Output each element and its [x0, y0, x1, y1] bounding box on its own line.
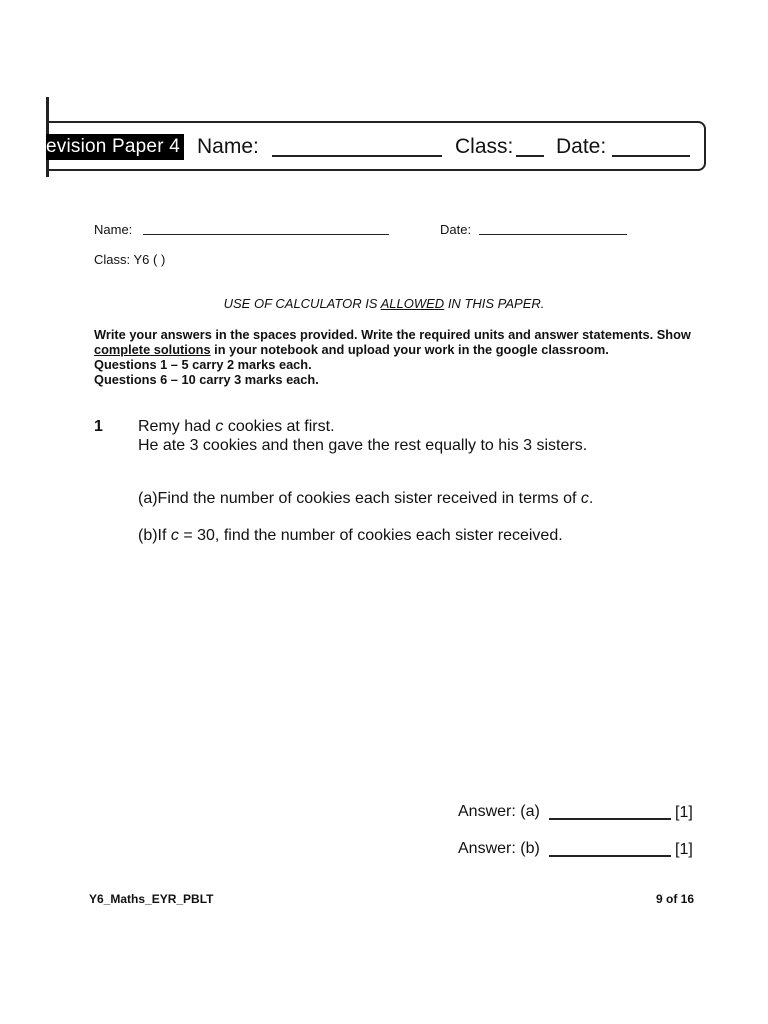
- question-text: [138, 417, 718, 455]
- question-part-a: [138, 489, 593, 509]
- answer-a-marks: [1]: [675, 804, 693, 821]
- part-b-var: c: [170, 527, 179, 544]
- header-name-label: Name:: [197, 135, 259, 158]
- question-part-b: [138, 526, 563, 546]
- instructions-part1: Write your answers in the spaces provided. Write the required units and answer statements. Show: [94, 327, 691, 342]
- calculator-note: [0, 296, 768, 312]
- form-date-line[interactable]: [479, 234, 627, 235]
- calc-note-before: USE OF CALCULATOR IS: [223, 296, 381, 311]
- part-a-end: .: [588, 490, 594, 507]
- form-date-label: Date:: [440, 222, 472, 237]
- header-class-line[interactable]: [516, 155, 544, 157]
- header-class-label: Class:: [455, 135, 514, 158]
- question-number: 1: [94, 418, 103, 435]
- marks-line-1: Questions 1 – 5 carry 2 marks each.: [94, 357, 312, 372]
- form-name-line[interactable]: [143, 234, 389, 235]
- part-b-prefix: (b)If: [138, 527, 171, 544]
- header-date-label: Date:: [556, 135, 607, 158]
- instructions: [94, 327, 694, 387]
- q-line1-var: c: [215, 418, 224, 435]
- calc-note-after: IN THIS PAPER.: [444, 296, 545, 311]
- instructions-paragraph: [94, 327, 694, 357]
- instructions-underlined: complete solutions: [94, 342, 211, 357]
- footer-page-number: 9 of 16: [656, 892, 695, 906]
- q-line1-a: Remy had: [138, 418, 216, 435]
- paper-title-tab: evision Paper 4: [46, 134, 184, 160]
- header-date-line[interactable]: [612, 155, 690, 157]
- answer-b-line[interactable]: [549, 855, 671, 857]
- part-a-text: (a)Find the number of cookies each sister received in terms of: [138, 490, 581, 507]
- answer-b-label: Answer: (b): [458, 840, 540, 857]
- footer-code: Y6_Maths_EYR_PBLT: [89, 892, 214, 906]
- q-line1-b: cookies at first.: [223, 418, 335, 435]
- form-name-label: Name:: [94, 222, 133, 237]
- part-b-text: = 30, find the number of cookies each sister received.: [178, 527, 563, 544]
- answer-a-label: Answer: (a): [458, 803, 540, 820]
- part-a-var: c: [580, 490, 589, 507]
- marks-line-2: Questions 6 – 10 carry 3 marks each.: [94, 372, 319, 387]
- question-line-2: He ate 3 cookies and then gave the rest equally to his 3 sisters.: [138, 437, 588, 454]
- instructions-part2: in your notebook and upload your work in the google classroom.: [210, 342, 609, 357]
- answer-a-line[interactable]: [549, 818, 671, 820]
- form-class-label: Class: Y6 ( ): [94, 252, 166, 267]
- question-line-1: [138, 417, 718, 436]
- answer-b-marks: [1]: [675, 841, 693, 858]
- header-name-line[interactable]: [272, 155, 442, 157]
- calc-note-emphasis: ALLOWED: [380, 296, 445, 311]
